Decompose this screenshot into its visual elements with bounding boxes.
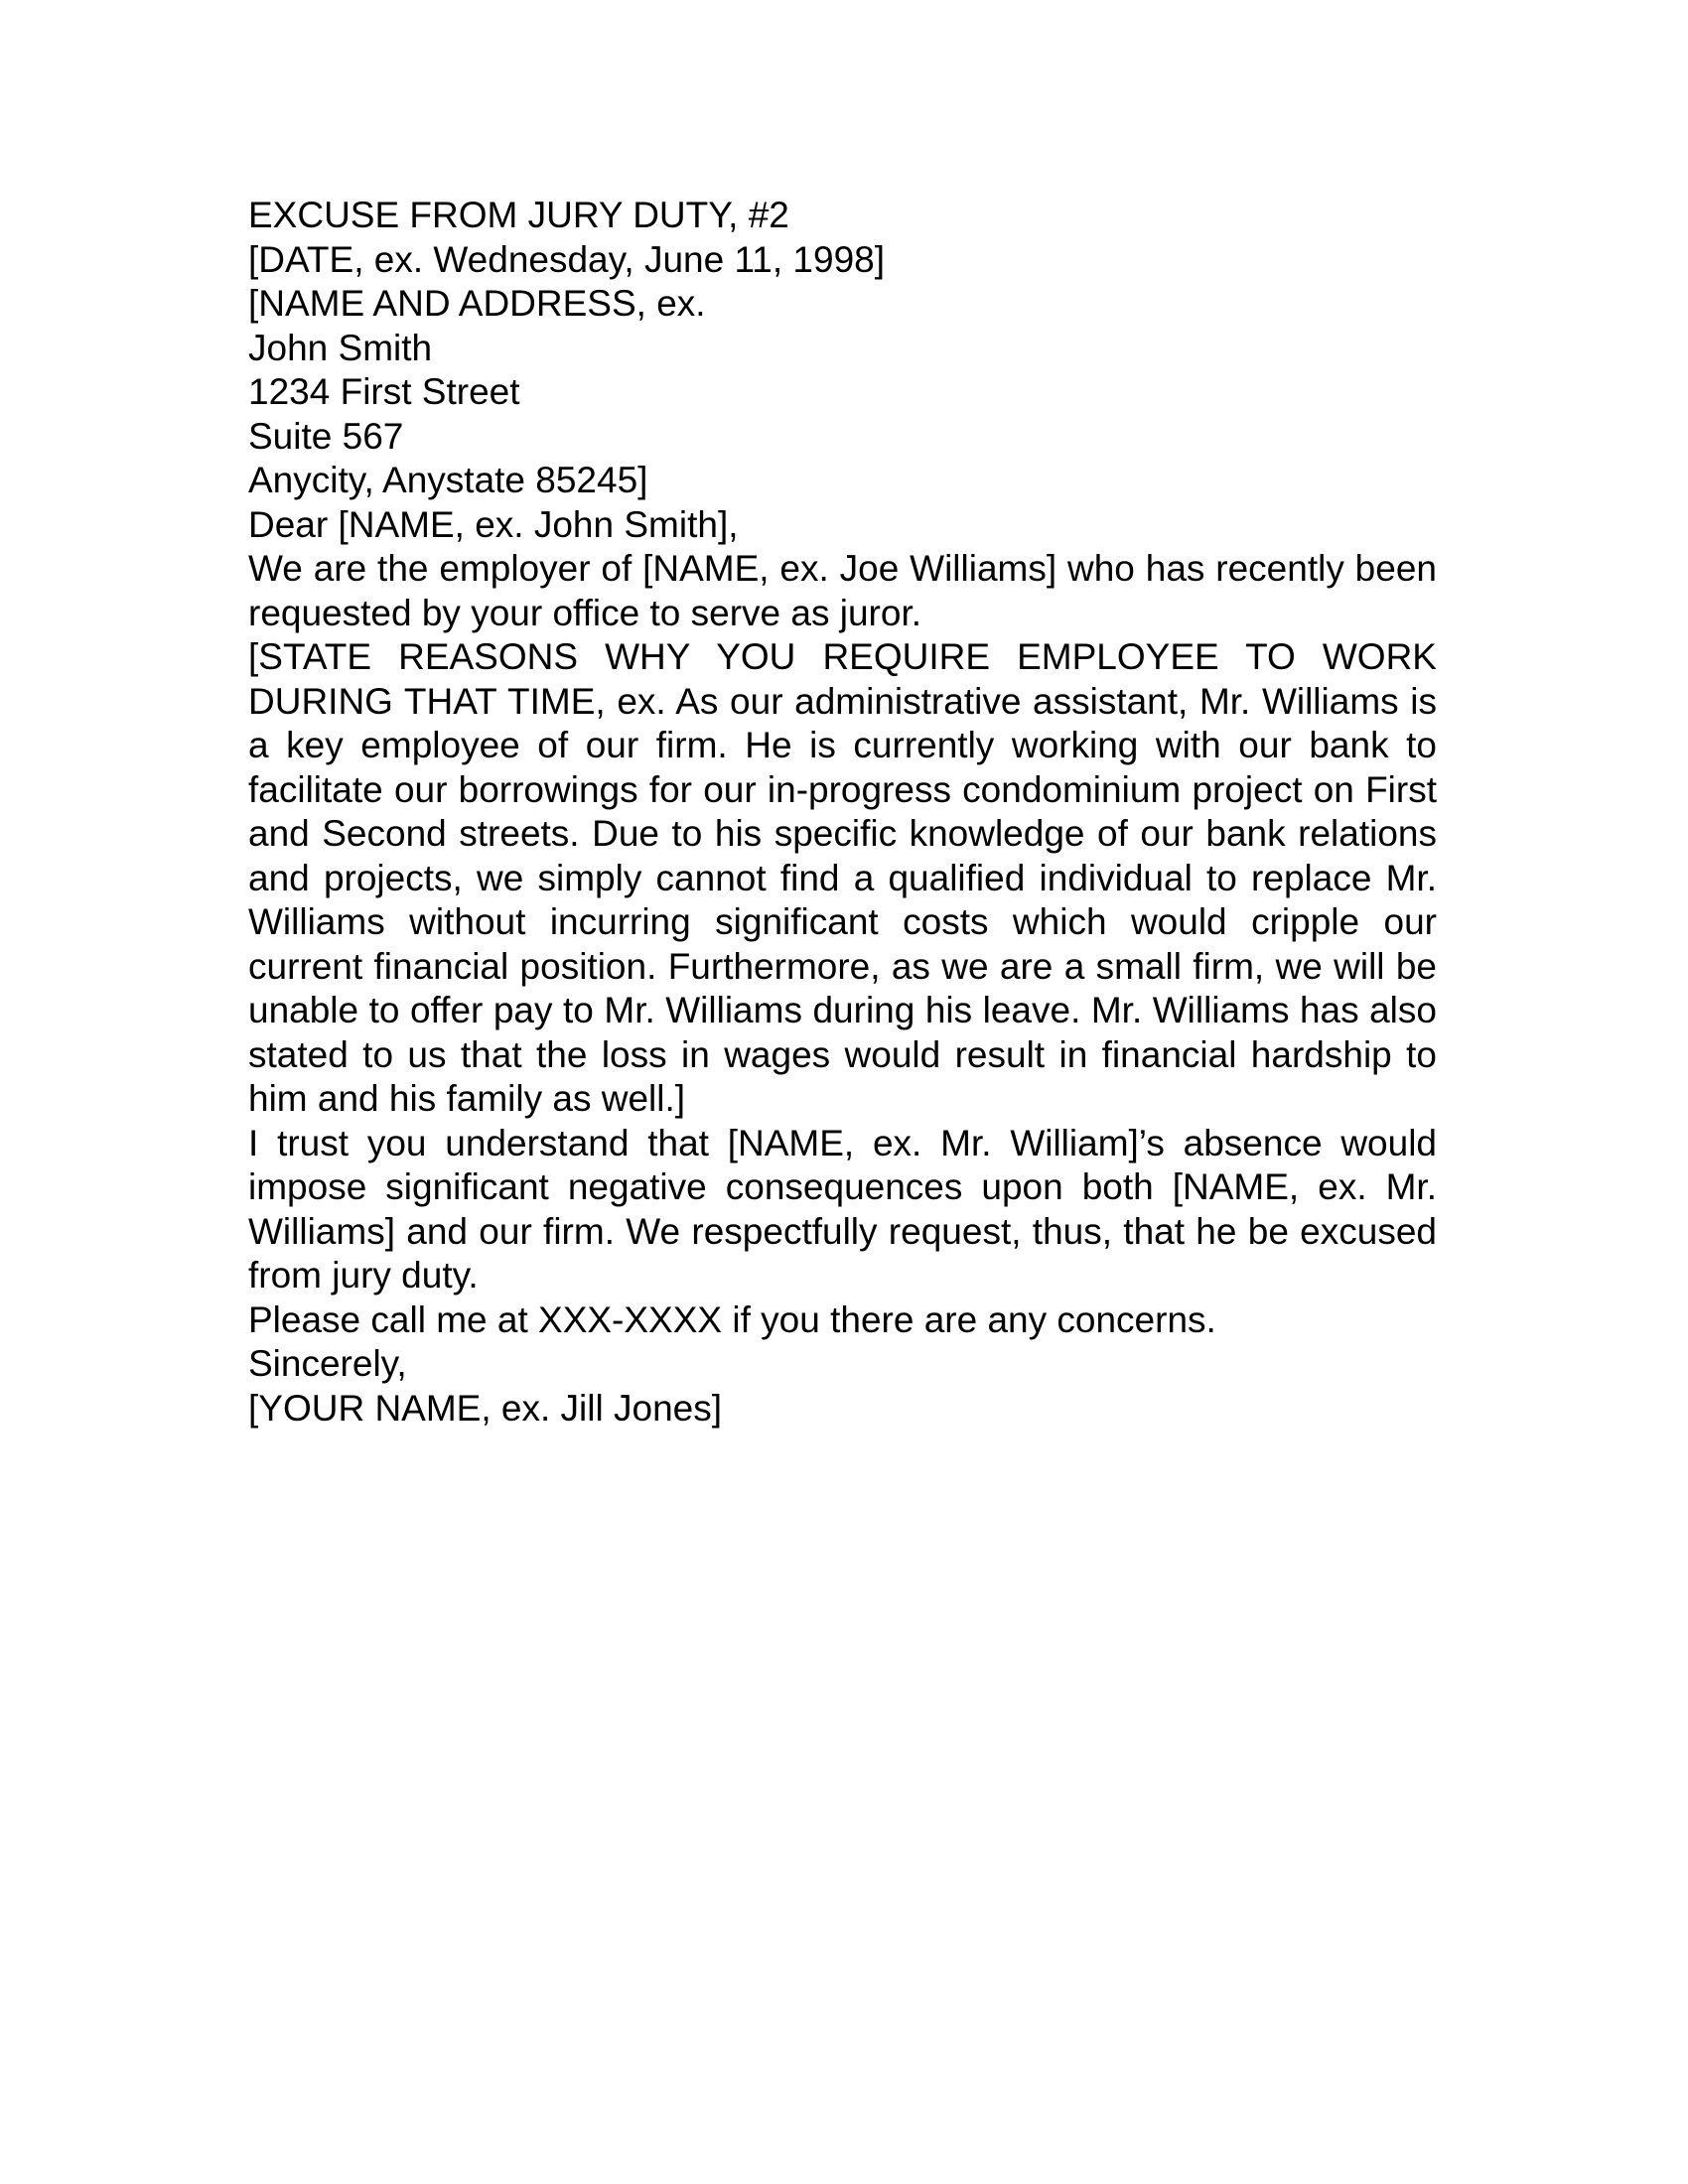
address-line: [NAME AND ADDRESS, ex.	[248, 283, 706, 324]
address-line: Suite 567	[248, 415, 404, 457]
letter-title: EXCUSE FROM JURY DUTY, #2	[248, 195, 789, 235]
address-line: 1234 First Street	[248, 371, 520, 412]
closing: Sincerely,	[248, 1343, 407, 1384]
letter-date: [DATE, ex. Wednesday, June 11, 1998]	[248, 238, 886, 280]
body-paragraph: Please call me at XXX-XXXX if you there are any concerns.	[248, 1298, 1216, 1340]
address-line: John Smith	[248, 327, 433, 368]
letter-body	[248, 194, 1437, 1431]
body-paragraph: I trust you understand that [NAME, ex. Mr. William]’s absence would impose significant negative consequences upon both [NAME, ex. Mr. Williams] and our firm. We respectfully request, thus, that he be excused from jury duty.	[248, 1122, 1437, 1296]
signature: [YOUR NAME, ex. Jill Jones]	[248, 1387, 723, 1429]
body-paragraph: [STATE REASONS WHY YOU REQUIRE EMPLOYEE TO WORK DURING THAT TIME, ex. As our administrative assistant, Mr. Williams is a key employee of our firm. He is currently working with our bank to facilitate our borrowings for our in-progress condominium project on First and Second streets. Due to his specific knowledge of our bank relations and projects, we simply cannot find a qualified individual to replace Mr. Williams without incurring significant costs which would cripple our current financial position. Furthermore, as we are a small firm, we will be unable to offer pay to Mr. Williams during his leave. Mr. Williams has also stated to us that the loss in wages would result in financial hardship to him and his family as well.]	[248, 636, 1437, 1119]
body-paragraph: We are the employer of [NAME, ex. Joe Williams] who has recently been requested by your office to serve as juror.	[248, 548, 1437, 633]
salutation: Dear [NAME, ex. John Smith],	[248, 503, 739, 545]
address-line: Anycity, Anystate 85245]	[248, 460, 648, 500]
recipient-address	[248, 282, 1437, 503]
